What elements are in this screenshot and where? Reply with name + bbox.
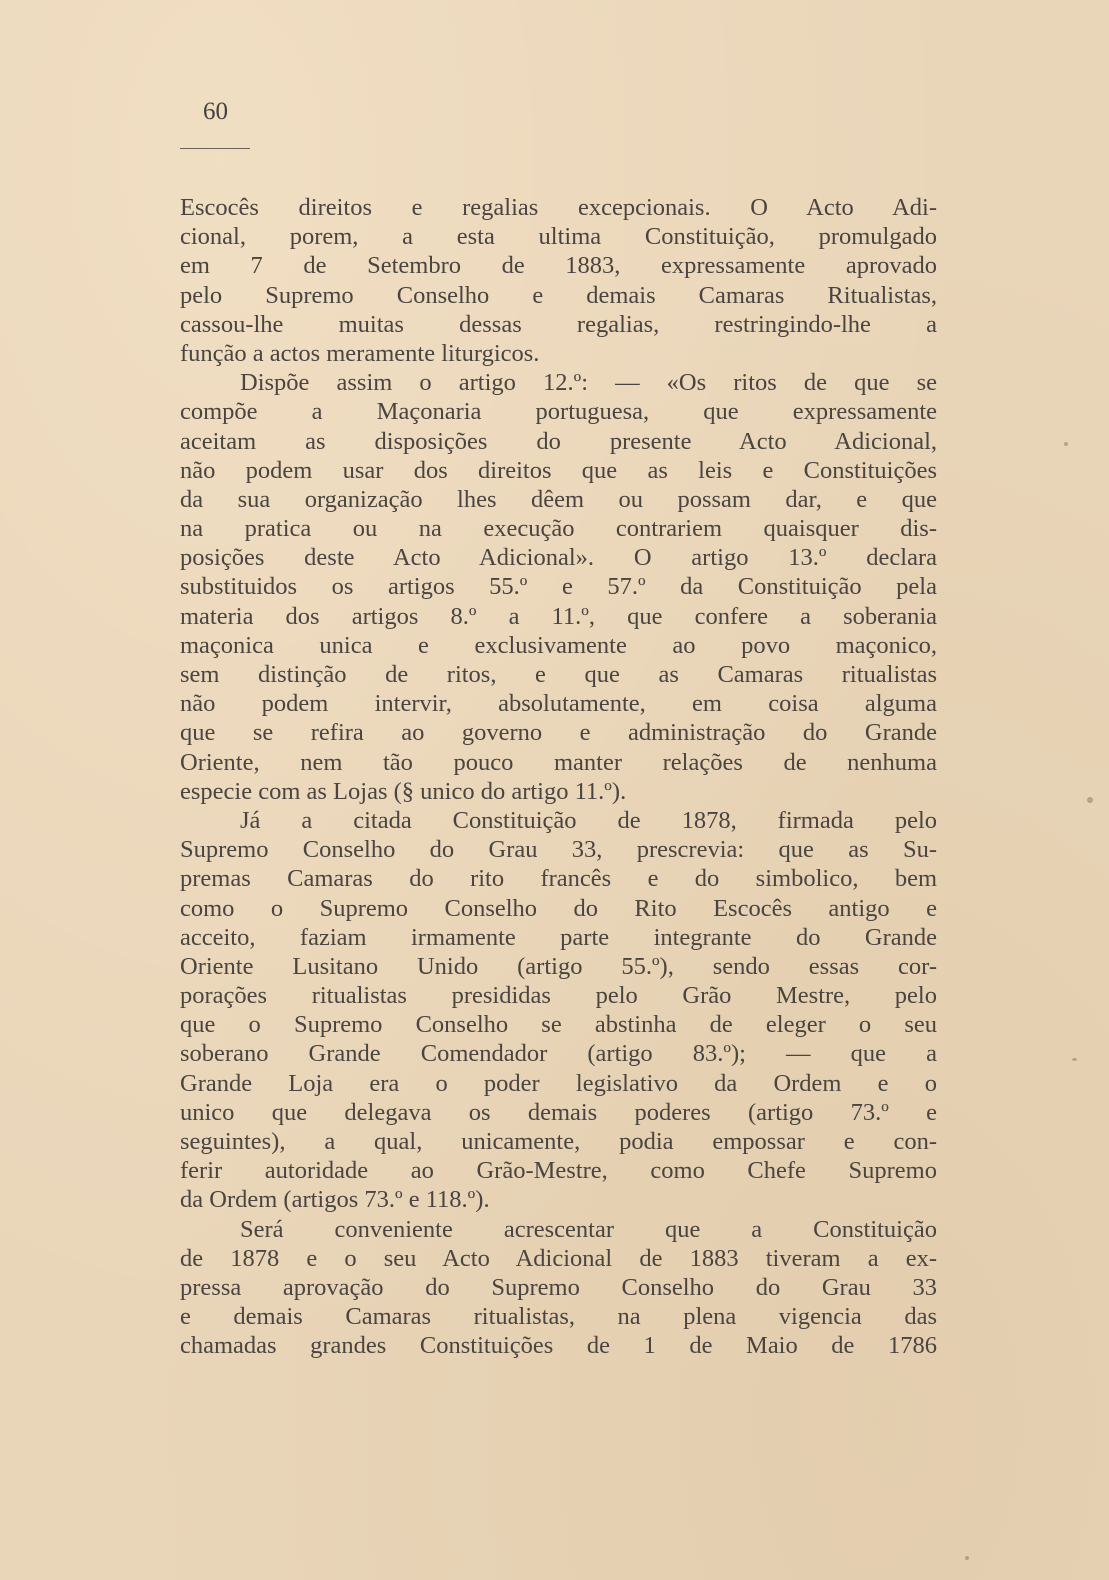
text-line: ferir autoridade ao Grão-Mestre, como Chefe Supremo (180, 1157, 937, 1185)
text-line: aceitam as disposições do presente Acto Adicional, (180, 427, 937, 455)
text-line: não podem intervir, absolutamente, em coisa alguma (180, 690, 937, 718)
text-line: Oriente, nem tão pouco manter relações de nenhuma (180, 748, 937, 776)
page-number-rule (180, 148, 250, 149)
text-line: da Ordem (artigos 73.º e 118.º). (180, 1186, 490, 1214)
text-line: unico que delegava os demais poderes (artigo 73.º e (180, 1098, 937, 1126)
text-line: Será conveniente acrescentar que a Constituição (240, 1215, 937, 1243)
paper-speck (1072, 1058, 1077, 1061)
text-line: Grande Loja era o poder legislativo da Ordem e o (180, 1069, 937, 1097)
text-line: não podem usar dos direitos que as leis e Constituições (180, 456, 937, 484)
text-line: porações ritualistas presididas pelo Grão Mestre, pelo (180, 982, 937, 1010)
text-line: pressa aprovação do Supremo Conselho do Grau 33 (180, 1273, 937, 1301)
paper-speck (1087, 797, 1093, 803)
text-line: de 1878 e o seu Acto Adicional de 1883 tiveram a ex- (180, 1244, 937, 1272)
text-line: que o Supremo Conselho se abstinha de eleger o seu (180, 1011, 937, 1039)
text-line: chamadas grandes Constituições de 1 de Maio de 1786 (180, 1332, 937, 1360)
text-line: Dispõe assim o artigo 12.º: — «Os ritos de que se (240, 369, 937, 397)
text-line: Já a citada Constituição de 1878, firmada pelo (240, 806, 937, 834)
paper-speck (965, 1556, 969, 1560)
text-line: soberano Grande Comendador (artigo 83.º); — que a (180, 1040, 937, 1068)
text-line: seguintes), a qual, unicamente, podia empossar e con- (180, 1128, 937, 1155)
text-line: Oriente Lusitano Unido (artigo 55.º), sendo essas cor- (180, 952, 937, 980)
text-line: na pratica ou na execução contrariem quaisquer dis- (180, 515, 937, 543)
text-line: sem distinção de ritos, e que as Camaras ritualistas (180, 661, 937, 688)
text-line: pelo Supremo Conselho e demais Camaras Ritualistas, (180, 281, 937, 309)
text-line: posições deste Acto Adicional». O artigo 13.º declara (180, 544, 937, 572)
text-line: Supremo Conselho do Grau 33, prescrevia: que as Su- (180, 836, 937, 864)
text-line: Escocês direitos e regalias excepcionais. O Acto Adi- (180, 194, 937, 221)
text-line: substituidos os artigos 55.º e 57.º da Constituição pela (180, 573, 937, 601)
text-line: em 7 de Setembro de 1883, expressamente aprovado (180, 252, 937, 280)
text-line: função a actos meramente liturgicos. (180, 339, 540, 367)
text-line: compõe a Maçonaria portuguesa, que expressamente (180, 398, 937, 426)
text-line: maçonica unica e exclusivamente ao povo maçonico, (180, 631, 937, 659)
paper-speck (1064, 442, 1068, 446)
text-line: premas Camaras do rito francês e do simbolico, bem (180, 865, 937, 893)
text-line: materia dos artigos 8.º a 11.º, que confere a soberania (180, 602, 937, 630)
page-number: 60 (203, 98, 228, 125)
text-line: cassou-lhe muitas dessas regalias, restringindo-lhe a (180, 310, 937, 338)
text-line: da sua organização lhes dêem ou possam dar, e que (180, 485, 937, 513)
text-line: especie com as Lojas (§ unico do artigo 11.º). (180, 777, 627, 805)
text-line: e demais Camaras ritualistas, na plena vigencia das (180, 1303, 937, 1331)
text-line: que se refira ao governo e administração do Grande (180, 719, 937, 747)
text-line: como o Supremo Conselho do Rito Escocês antigo e (180, 894, 937, 922)
body-text (180, 193, 937, 1361)
text-line: cional, porem, a esta ultima Constituição, promulgado (180, 223, 937, 251)
text-line: acceito, faziam irmamente parte integrante do Grande (180, 923, 937, 951)
